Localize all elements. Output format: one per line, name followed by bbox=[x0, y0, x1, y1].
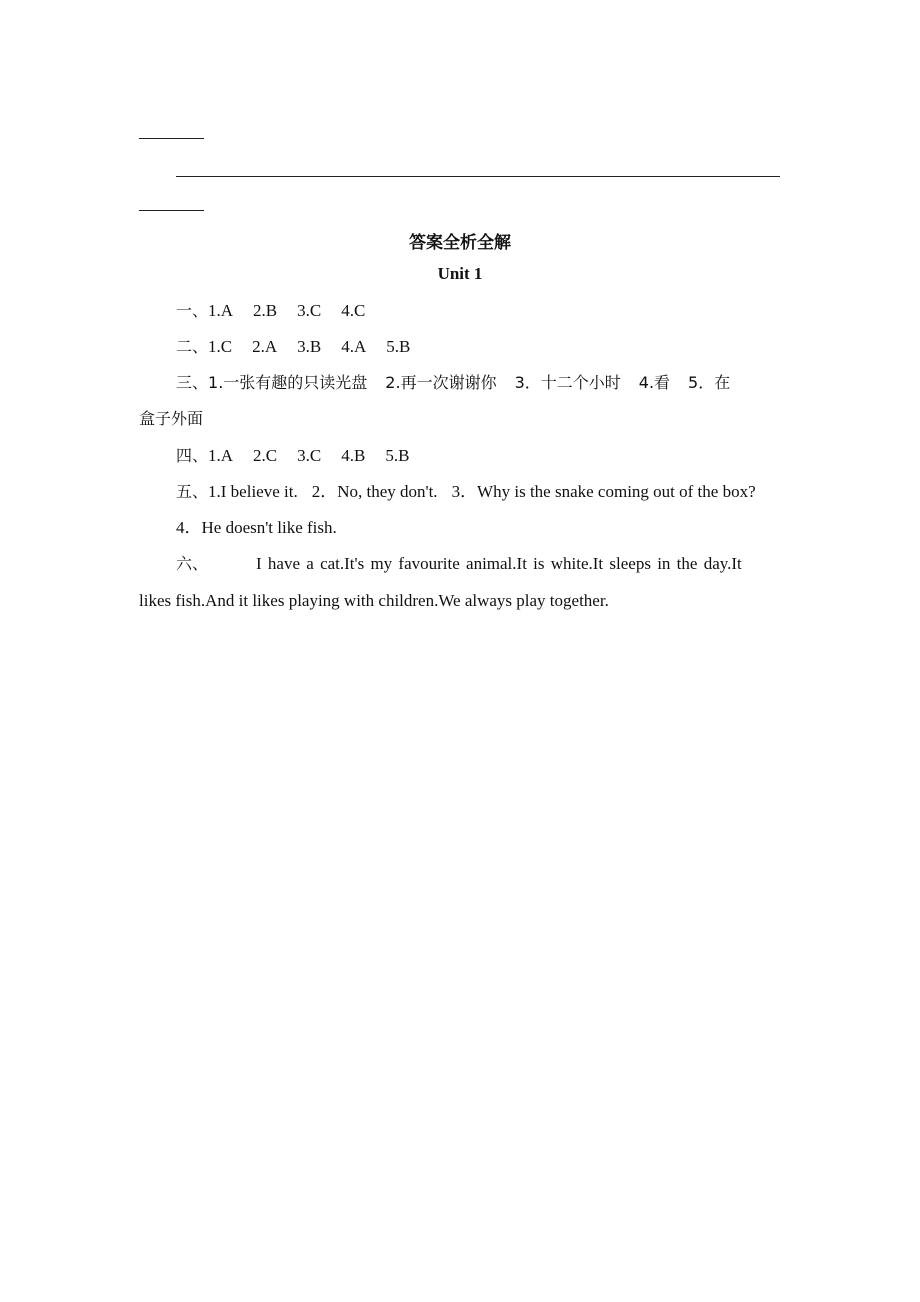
section-1-answers bbox=[176, 300, 365, 322]
answer: 3．十二个小时 bbox=[514, 373, 621, 392]
answer: 4.A bbox=[341, 337, 367, 356]
section-5-continuation: 4．He doesn't like fish. bbox=[176, 518, 337, 537]
section-5-answers bbox=[176, 481, 756, 503]
answer: 2.C bbox=[253, 446, 278, 465]
answer: 1.一张有趣的只读光盘 bbox=[208, 373, 368, 392]
answer: 2．No, they don't. bbox=[311, 482, 438, 501]
unit-heading: Unit 1 bbox=[437, 264, 483, 283]
answer: 4.B bbox=[341, 446, 366, 465]
answer: 4.C bbox=[341, 301, 366, 320]
page-title: 答案全析全解 bbox=[409, 233, 511, 253]
answer: 3．Why is the snake coming out of the box? bbox=[451, 482, 756, 501]
answer: 3.C bbox=[297, 446, 322, 465]
answer-blank-line bbox=[139, 138, 204, 139]
section-6-answer bbox=[176, 553, 742, 575]
answer: 2.A bbox=[252, 337, 278, 356]
section-number: 二、 bbox=[176, 337, 209, 356]
answer: 3.C bbox=[297, 301, 322, 320]
answer: 1.A bbox=[208, 446, 234, 465]
answer: 1.A bbox=[208, 301, 234, 320]
answer: 2.再一次谢谢你 bbox=[385, 373, 497, 392]
answer-blank-line bbox=[139, 210, 204, 211]
answer: 1.C bbox=[208, 337, 233, 356]
section-number: 四、 bbox=[176, 446, 209, 465]
section-number: 五、 bbox=[176, 482, 209, 501]
section-number: 一、 bbox=[176, 301, 209, 320]
section-3-continuation: 盒子外面 bbox=[139, 409, 204, 428]
answer: 1.I believe it. bbox=[208, 482, 298, 501]
section-number: 三、 bbox=[176, 373, 209, 392]
answer: 2.B bbox=[253, 301, 278, 320]
section-number: 六、 bbox=[176, 554, 209, 573]
section-4-answers bbox=[176, 445, 409, 467]
answer: 3.B bbox=[297, 337, 322, 356]
answer-blank-line bbox=[176, 176, 780, 177]
section-6-continuation: likes fish.And it likes playing with children.We always play together. bbox=[139, 591, 609, 610]
section-3-answers bbox=[176, 372, 730, 394]
essay-line: I have a cat.It's my favourite animal.It is white.It sleeps in the day.It bbox=[256, 554, 742, 573]
answer: 5.B bbox=[386, 337, 411, 356]
section-2-answers bbox=[176, 336, 410, 358]
answer: 5．在 bbox=[688, 373, 731, 392]
answer: 4.看 bbox=[638, 373, 671, 392]
answer: 5.B bbox=[385, 446, 410, 465]
